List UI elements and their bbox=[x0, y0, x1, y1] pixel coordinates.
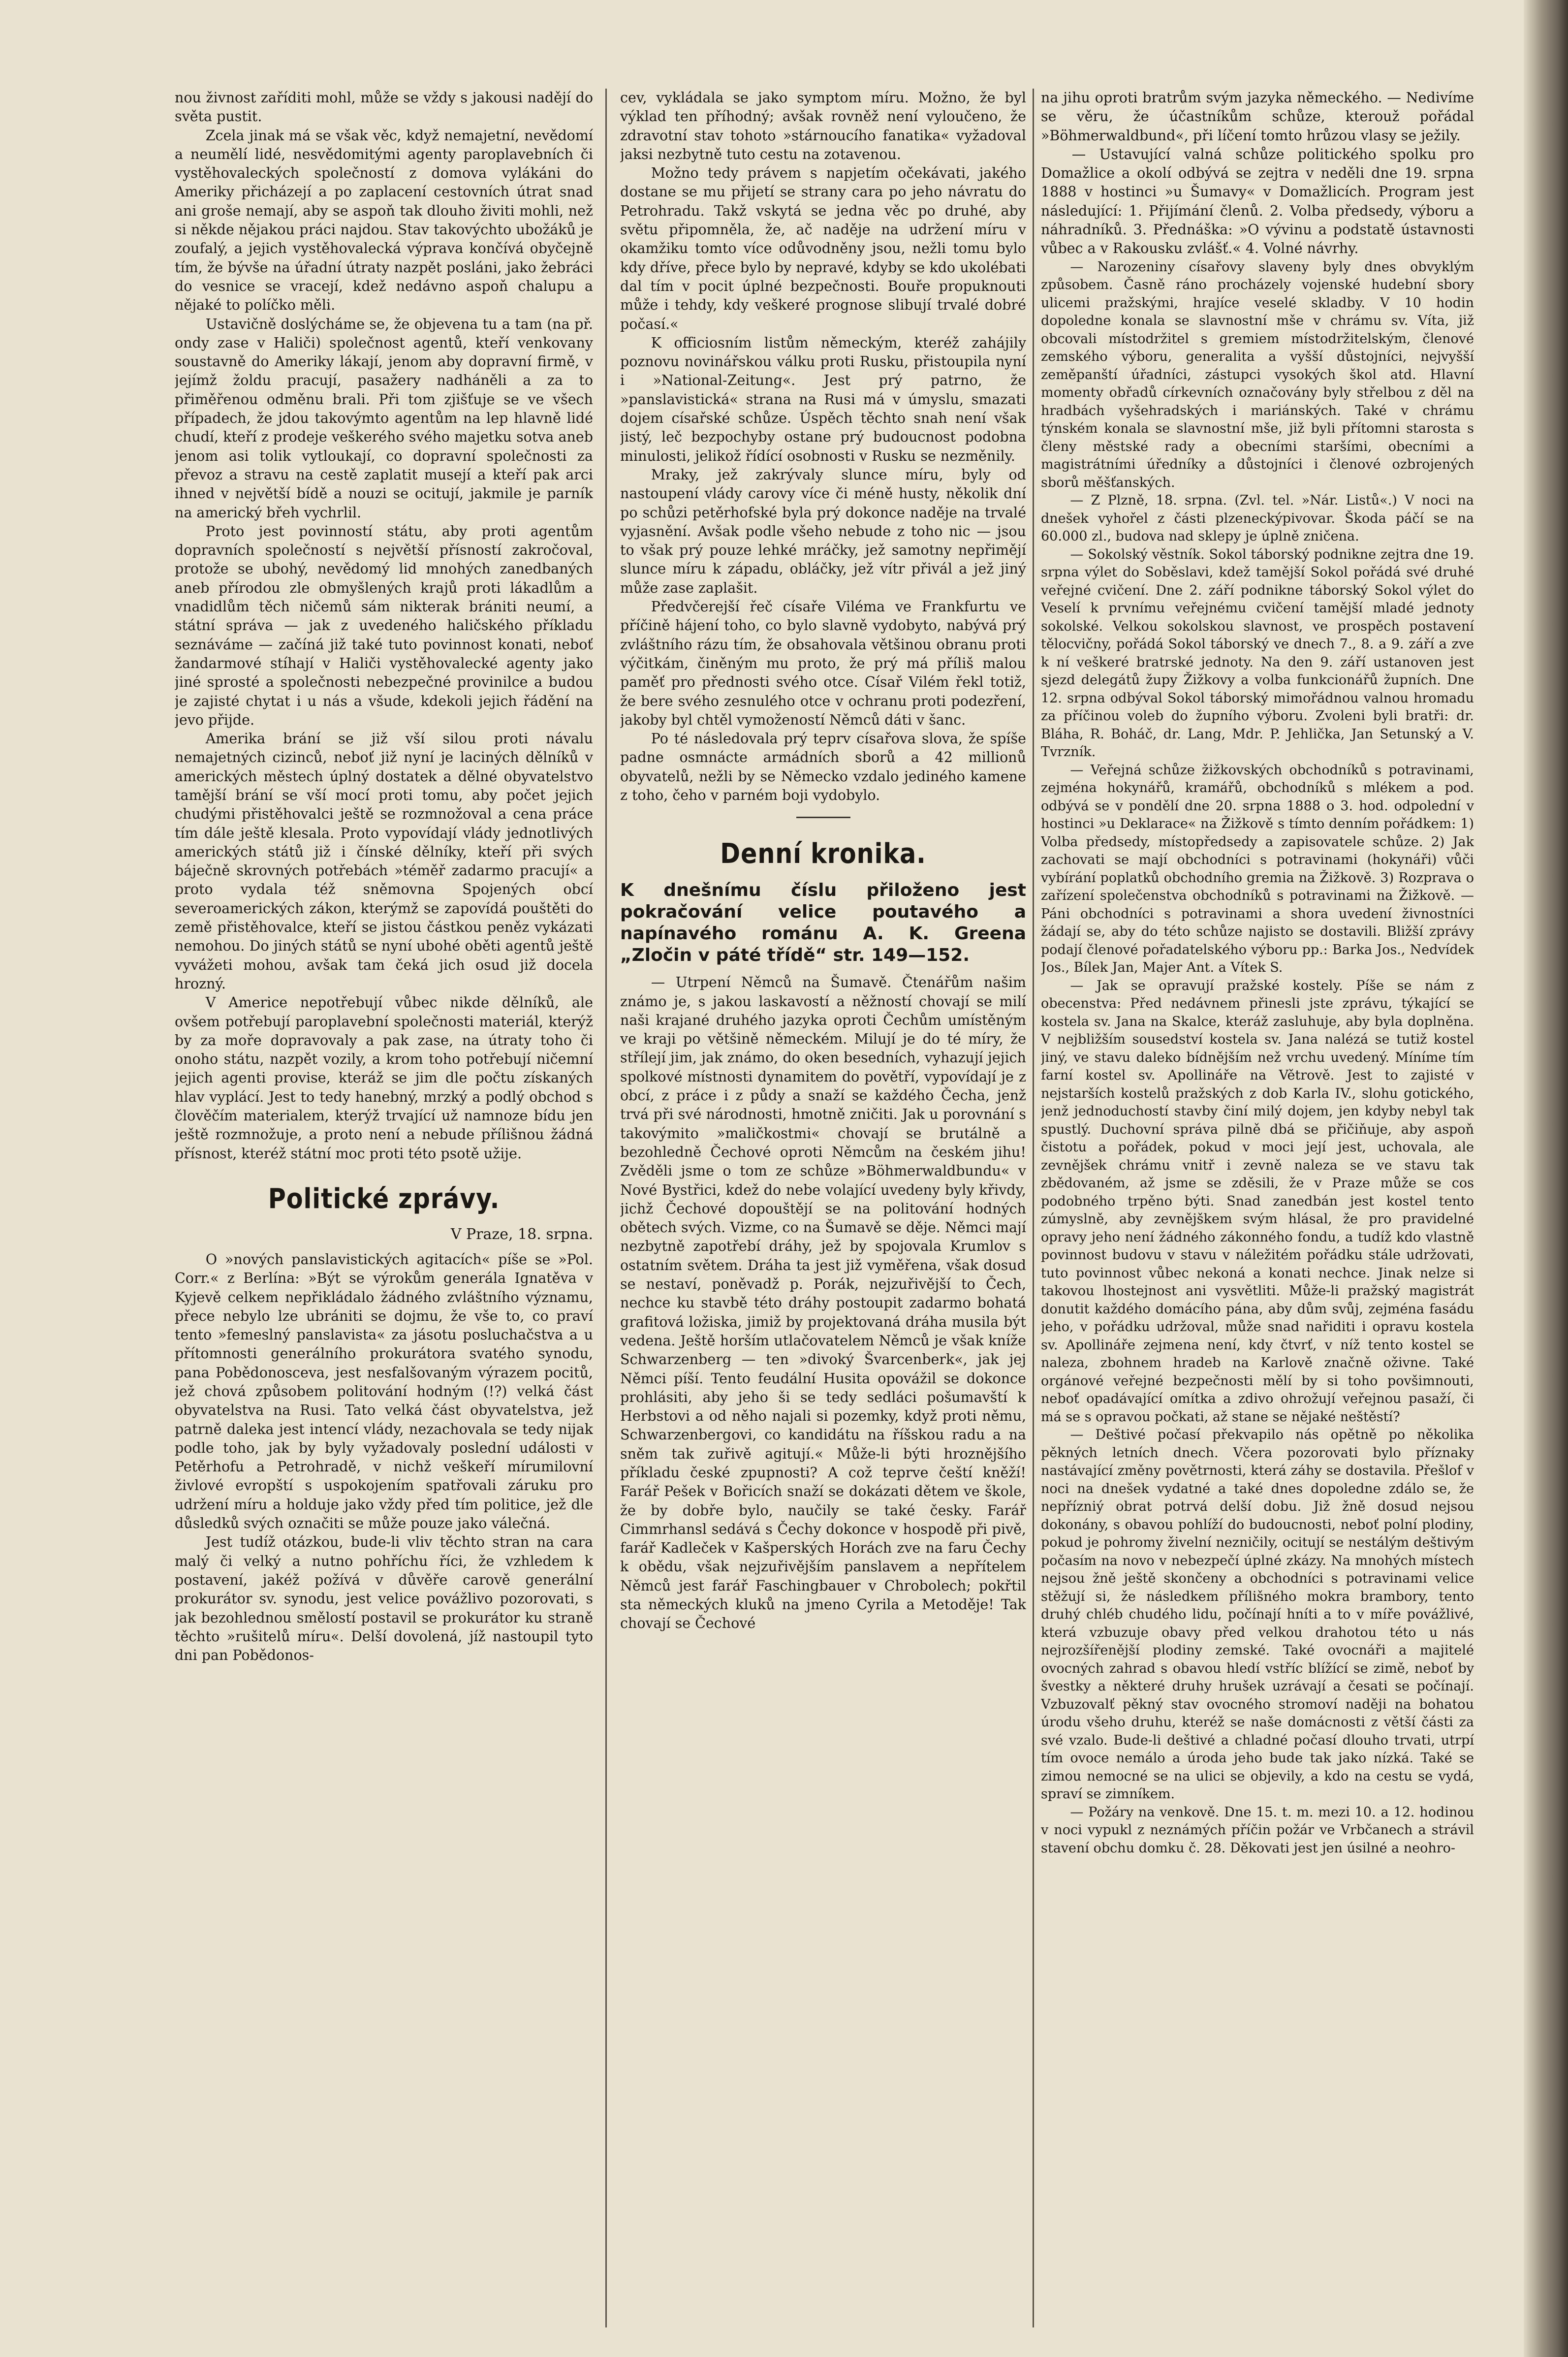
article-paragraph: V Americe nepotřebují vůbec nikde dělníků, ale ovšem potřebují paroplavební společnosti materiál, kterýž by za moře dopravovaly a pak zase, na útraty toho či onoho státu, nazpět vozily, a krom toho potřebují ničemní jejich agenti provise, kteráž se jim dle počtu získaných hlav vyplácí. Jest to tedy hanebný, mrzký a podlý obchod s člověčím materialem, kterýž trvající už namnoze bídu jen ještě rozmnožuje, a proto není a nebude přílišnou žádná přísnost, kteréž státní moc proti této psotě užije. bbox=[175, 994, 593, 1162]
article-paragraph: — Z Plzně, 18. srpna. (Zvl. tel. »Nár. Listů«.) V noci na dnešek vyhořel z části plzeneckýpivovar. Škoda páčí se na 60.000 zl., budova nad sklepy je úplně zničena. bbox=[1041, 493, 1474, 544]
article-paragraph: — Utrpení Němců na Šumavě. Čtenářům našim známo je, s jakou laskavostí a něžností chovají se milí naši krajané druhého jazyka oproti Čechům umístěným ve kraji po většině německém. Milují je do té míry, že střílejí jim, jak známo, do oken besedních, vyhazují jejich spolkové místnosti dynamitem do povětří, vypovídají je z obcí, z práce i z půdy a snaží se každého Čecha, jenž trvá při své národnosti, hmotně zničiti. Jak u porovnání s takovýmito »maličkostmi« chovají se brutálně a bezohledně Čechové oproti Němcům na českém jihu! Zvěděli jsme o tom ze schůze »Böhmerwaldbundu« v Nové Bystřici, kdež do nebe volající uvedeny byly křivdy, jichž Čechové dopouštějí se na politování hodných obětech svých. Vizme, co na Šumavě se děje. Němci mají nezbytně zapotřebí dráhy, jež by spojovala Krumlov s ostatním světem. Dráha ta jest již vyměřena, však dosud se nestaví, poněvadž p. Porák, nejzuřivější to Čech, nechce ku stavbě této dráhy postoupit zadarmo bohatá grafitová ložiska, jimiž by projektovaná dráha musila být vedena. Ještě horším utlačovatelem Němců je však kníže Schwarzenberg — ten »divoký Švarcenberk«, jak jej Němci píší. Tento feudální Husita opovážil se dokonce prohlásiti, aby jeho ši se tedy sedláci pošumavští k Herbstovi a od něho najali si pozemky, když proti němu, Schwarzenbergovi, co kandidátu na říšskou radu a na sněm tak zuřivě agitují.« Může-li býti hroznějšího příkladu české zpupnosti? A což teprve čeští kněží! Farář Pešek v Bořicích snaží se dokázati dětem ve škole, že by dobře bylo, naučily se také česky. Farář Cimmrhansl sedává s Čechy dokonce v hospodě při pivě, farář Kadleček v Kašperských Horách zve na faru Čechy k obědu, však nejzuřivějším panslavem a nepřítelem Němců jest farář Faschingbauer v Chrobolech; pokřtil sta německých kluků na jmeno Cyrila a Metoděje! Tak chovají se Čechové bbox=[620, 974, 1026, 1632]
article-paragraph: O »nových panslavistických agitacích« píše se »Pol. Corr.« z Berlína: »Být se výrokům generála Ignatěva v Kyjevě celkem nepřikládalo žádného zvláštního významu, přece nebylo lze ubrániti se dojmu, že vše to, co praví tento »femeslný panslavista« za jásotu posluchačstva a u přítomnosti generálního prokurátora svatého synodu, pana Pobědonosceva, jest nesfalšovaným výrazem pocitů, jež chová způsobem politování hodným (!?) velká část obyvatelstva na Rusi. Tato velká část obyvatelstva, jež patrně daleka jest intencí vlády, nezachovala se tedy nijak podle toho, jak by byly vyžadovaly poslední události v Petěrhofu a Petrohradě, v nichž veškeří mírumilovní živlové evropští s uspokojením spatřovali záruku pro udržení míru a holduje jako vždy před tím politice, jež dle důsledků svých označiti se může pouze jako válečná. bbox=[175, 1251, 593, 1532]
column-left bbox=[175, 89, 593, 2327]
article-paragraph: — Veřejná schůze žižkovských obchodníků s potravinami, zejména hokynářů, kramářů, obchodníků s mlékem a pod. odbývá se v pondělí dne 20. srpna 1888 o 3. hod. odpolední v hostinci »u Deklarace« na Žižkově s tímto denním pořádkem: 1) Volba předsedy, místopředsedy a zapisovatele schůze. 2) Jak zachovati se mají obchodníci s potravinami (hokynáři) vůči vybírání poplatků obchodního gremia na Žižkově. 3) Rozprava o zařízení společenstva obchodníků s potravinami na Žižkově. — Páni obchodníci s potravinami a shora uvedení živnostníci žádají se, aby do této schůze najisto se dostavili. Bližší zprávy podají členové pořadatelského výboru pp.: Barka Jos., Nedvídek Jos., Bílek Jan, Majer Ant. a Vítek S. bbox=[1041, 762, 1474, 976]
column-middle bbox=[620, 89, 1026, 2327]
article-paragraph: — Požáry na venkově. Dne 15. t. m. mezi 10. a 12. hodinou v noci vypukl z neznámých příčin požár ve Vrbčanech a strávil stavení obchu domku č. 28. Děkovati jest jen úsilné a neohro- bbox=[1041, 1804, 1474, 1856]
article-paragraph: Možno tedy právem s napjetím očekávati, jakého dostane se mu přijetí se strany cara po jeho návratu do Petrohradu. Takž vskytá se jedna věc po druhé, aby světu připomněla, že, ač naděje na udržení míru v okamžiku tomto více odůvodněny jsou, nežli tomu bylo kdy dříve, přece bylo by nepravé, kdyby se kdo ukolébati dal tím v pocit úplné bezpečnosti. Bouře propuknouti může i tehdy, kdy veškeré prognose slibují trvalé dobré počasí.« bbox=[620, 165, 1026, 332]
section-heading: Politické zprávy. bbox=[268, 1182, 500, 1215]
article-paragraph: Předvčerejší řeč císaře Viléma ve Frankfurtu ve příčině hájení toho, co bylo slavně vydobyto, nabývá prý zvláštního rázu tím, že obsahovala většinou obranu proti výčitkám, činěným mu proto, že prý má příliš malou paměť pro přednosti svého otce. Císař Vilém řekl totiž, že bere svého zesnulého otce v ochranu proti podezření, jakoby byl chtěl vymožeností Němců dáti v šanc. bbox=[620, 599, 1026, 728]
article-paragraph: — Sokolský věstník. Sokol táborský podnikne zejtra dne 19. srpna výlet do Soběslavi, kdež tamější Sokol pořádá své druhé veřejné cvičení. Dne 2. září podnikne táborský Sokol výlet do Veselí k prvnímu veřejnému cvičení tamější mladé jednoty sokolské. Velkou sokolskou slavnost, ve prospěch postavení tělocvičny, pořádá Sokol táborský ve dnech 7., 8. a 9. září a zve k ní veškeré bratrské jednoty. Na den 9. září ustanoven jest sjezd delegátů župy Žižkovy a volba funkcionářů župních. Dne 12. srpna odbýval Sokol táborský mimořádnou valnou hromadu za příčinou voleb do župního výboru. Zvoleni byli bratři: dr. Bláha, R. Boháč, dr. Lang, Mdr. P. Jehlička, Jan Setunský a V. Tvrzník. bbox=[1041, 546, 1474, 760]
article-paragraph: cev, vykládala se jako symptom míru. Možno, že byl výklad ten příhodný; avšak rovněž není vyloučeno, že zdravotní stav tohoto »stárnoucího fanatika« vyžadoval jaksi nezbytně tuto cestu na zotavenou. bbox=[620, 90, 1026, 162]
article-paragraph: K officiosním listům německým, kteréž zahájily poznovu novinářskou válku proti Rusku, přistoupila nyní i »National-Zeitung«. Jest prý patrno, že »panslavistická« strana na Rusi má v úmyslu, smazati dojem císařské schůze. Úspěch těchto snah není však jistý, leč bezpochyby ostane prý budoucnost podobna minulosti, jelikož řídící osobnosti v Rusku se nezměnily. bbox=[620, 334, 1026, 464]
dateline: V Praze, 18. srpna. bbox=[450, 1225, 593, 1243]
article-paragraph: Amerika brání se již vší silou proti návalu nemajetných cizinců, neboť již nyní je laciných dělníků v amerických městech úplný dostatek a dělné obyvatelstvo tamější brání se vší mocí proti tomu, aby počet jejich chudými přistěhovalci ještě se rozmnožoval a cena práce tím dále ještě klesala. Proto vypovídají vlády jednotlivých amerických států již i čínské dělníky, kteří při svých báječně skrovných potřebách »téměř zadarmo pracují« a proto vydala též sněmovna Spojených obcí severoamerických zákon, kterýmž se zapovídá pouštěti do země přistěhovalce, kteří se jistou částkou peněz vykázati nemohou. Do jiných států se nyní ubohé oběti agentů ještě vyvážeti mohou, avšak tam čeká jich osud již docela hrozný. bbox=[175, 731, 593, 992]
page-binding-edge bbox=[1524, 0, 1568, 2357]
article-paragraph: nou živnost zaříditi mohl, může se vždy s jakousi nadějí do světa pustit. bbox=[175, 90, 593, 125]
article-paragraph: Jest tudíž otázkou, bude-li vliv těchto stran na cara malý či velký a nutno pohříchu říci, že vzhledem k postavení, jakéž požívá v důvěře carově generální prokurátor sv. synodu, jest velice povážlivo pozorovati, s jak bezohlednou smělostí postavil se prokurátor ku straně těchto »rušitelů míru«. Delší dovolená, jíž nastoupil tyto dni pan Pobědonos- bbox=[175, 1534, 593, 1664]
article-paragraph: na jihu oproti bratrům svým jazyka německého. — Nedivíme se věru, že účastníkům schůze, kterouž pořádal »Böhmerwaldbund«, při líčení tomto hrůzou vlasy se ježily. bbox=[1041, 90, 1474, 144]
article-paragraph: — Ustavující valná schůze politického spolku pro Domažlice a okolí odbývá se zejtra v neděli dne 19. srpna 1888 v hostinci »u Šumavy« v Domažlicích. Program jest následující: 1. Přijímání členů. 2. Volba předsedy, výboru a náhradníků. 3. Přednáška: »O vývinu a podstatě ústavnosti vůbec a v Rakousku zvlášť.« 4. Volné návrhy. bbox=[1041, 146, 1474, 257]
article-paragraph: — Narozeniny císařovy slaveny byly dnes obvyklým způsobem. Časně ráno procházely vojenské hudební sbory ulicemi pražskými, hrajíce veselé skladby. V 10 hodin dopoledne konala se slavnostní mše v chrámu sv. Víta, již obcovali místodržitel s gremiem místodržitelským, členové zemského výboru, generalita a vyšší důstojníci, nejvyšší zeměpanští úřadníci, zástupci vysokých škol atd. Hlavní momenty obřadů církevních označovány byly střelbou z děl na hradbách vyšehradských i mariánských. Také v chrámu týnském konala se slavnostní mše, již byli přítomni starosta s členy městské rady a obecními staršími, obecními a magistrátními úředníky a důstojníci i členové ozbrojených sborů měšťanských. bbox=[1041, 259, 1474, 490]
column-divider bbox=[1033, 89, 1034, 2327]
section-heading: Denní kronika. bbox=[720, 838, 926, 870]
article-paragraph: — Deštivé počasí překvapilo nás opětně po několika pěkných letních dnech. Včera pozorovati bylo příznaky nastávající změny povětrnosti, která záhy se dostavila. Přešlof v noci na dnešek vydatné a také dnes dopoledne zdálo se, že nepřízniý obrat potrvá delší dobu. Již žně dosud nejsou dokonány, s obavou pohlíží do budoucnosti, neboť polní plodiny, pokud je pohromy živelní nezničily, ocitují se nestálým deštivým počasím na novo v nebezpečí úplné zkázy. Na mnohých místech nejsou žně ještě skončeny a obchodníci s potravinami velice stěžují si, že následkem přílišného mokra brambory, tento druhý chléb chudého lidu, počínají hníti a to v míře povážlivé, která vzbuzuje obavy před velkou drahotou této u nás nejrozšířenější plodiny zemské. Také ovocnáři a majitelé ovocných zahrad s obavou hledí vstříc blížící se zimě, neboť by švestky a některé druhy hrušek uzrávají a česati se počínají. Vzbuzovalť pěkný stav ovocného stromoví naději na bohatou úrodu všeho druhu, kteréž se naše domácnosti z větší části za své vzalo. Bude-li deštivé a chladné počasí dlouho trvati, utrpí tím ovoce nemálo a úroda jeho bude tak jako nízká. Také se zimou nemocné se na ulici se objevily, a kdo na cestu se vydá, spraví se zimníkem. bbox=[1041, 1427, 1474, 1802]
article-paragraph: — Jak se opravují pražské kostely. Píše se nám z obecenstva: Před nedávnem přinesli jste zprávu, týkající se kostela sv. Jana na Skalce, kteráž zasluhuje, aby byla doplněna. V nejbližším sousedství kostela sv. Jana nalézá se tutiž kostel jiný, ve stavu daleko bídnějším než vrchu uvedený. Míníme tím farní kostel sv. Apollináře na Větrově. Jest to zajisté v nejstarších kostelů pražských z dob Karla IV., slohu gotického, jenž jednoduchostí stavby činí milý dojem, jen kdyby nebyl tak spustlý. Duchovní správa pilně dbá se přičiňuje, aby aspoň čistotu a pořádek, pokud v moci její jest, uchovala, ale zevnějšek chrámu vnitř i zevně naleza se ve stavu tak zbědovaném, až jsme se zděsili, že v Praze může se cos podobného trpěno býti. Snad zanedbán jest kostel tento zúmyslně, aby zevnějškem svým hlásal, že pro pravidelné opravy jeho není žádného zákonného fondu, a tudíž kdo vlastně povinnost budovu v stavu v náležitém pořádku stále udržovati, tuto povinnost vůbec nekoná a konati nechce. Jinak nelze si takovou lhostejnost ani vysvětliti. Může-li pražský magistrát donutit každého domácího pána, aby dům svůj, zejména fasádu jeho, v pořádku udržoval, může snad nařiditi i opravu kostela sv. Apollináře zejmena není, kdy čtvrť, v níž tento kostel se naleza, zbohnem hradeb na Karlově značně oživne. Také orgánové veřejné bezpečnosti mělí by si toho povšimnouti, neboť opadávající omítka a zdivo ohrožují veřejnou pasaží, či má se s opravou počkati, až stane se nějaké neštěstí? bbox=[1041, 978, 1474, 1425]
article-paragraph: Zcela jinak má se však věc, když nemajetní, nevědomí a neumělí lidé, nesvědomitými agenty paroplavebních či vystěhovaleckých společností z domova vylákáni do Ameriky přicházejí a po zaplacení cestovních útrat snad ani groše nemají, aby se aspoň tak dlouho živiti mohli, než si někde nějakou práci najdou. Stav takovýchto ubožáků je zoufalý, a jejich vystěhovalecká výprava končívá obyčejně tím, že bývše na úřadní útraty nazpět posláni, jako žebráci do vesnice se vracejí, kdež nedávno aspoň chalupu a nějaké to políčko měli. bbox=[175, 127, 593, 314]
section-separator bbox=[796, 817, 850, 818]
article-paragraph: Proto jest povinností státu, aby proti agentům dopravních společností s největší přísností zakročoval, protože se ubohý, nevědomý lid mnohých zanedbaných aneb přírodou zle obmyšlených krajů proti lákadlům a vnadidlům těch ničemů sám nikterak brániti neumí, a státní správa — jak z uvedeného haličského příkladu seznáváme — začíná již také tuto povinnost konati, neboť žandarmové stíhají v Haliči vystěhovalecké agenty jako jiné sprosté a společnosti nebezpečné provinilce a budou je zajisté chytat i u nás a všude, kdekoli jejich řádění na jevo přijde. bbox=[175, 523, 593, 728]
column-right bbox=[1041, 89, 1474, 2327]
article-paragraph: Mraky, jež zakrývaly slunce míru, byly od nastoupení vlády carovy více či méně husty, několik dní po schůzi petěrhofské byla prý dokonce naděje na trvalé vyjasnění. Avšak podle všeho nebude z toho nic — jsou to však prý pouze lehké mráčky, jež samotny nepřimějí slunce míru k západu, obláčky, jež vítr přivál a jež jiný může zase zaplašit. bbox=[620, 466, 1026, 596]
column-divider bbox=[605, 89, 607, 2327]
article-paragraph: Ustavičně doslýcháme se, že objevena tu a tam (na př. ondy zase v Haliči) společnost agentů, kteří venkovany soustavně do Ameriky lákají, jenom aby dopravní firmě, v jejímž žoldu pracují, pasažery nadháněli a za to přiměřenou odměnu brali. Při tom zjišťuje se ve všech případech, že jdou takovýmto agentům na lep hlavně lidé chudí, kteří z prodeje veškerého svého majetku sotva aneb jenom asi tolik vytloukají, co dopravní společnosti za převoz a stravu na cestě zaplatit musejí a kteří pak arci ihned v největší bídě a nouzi se ocitují, jakmile je parník na americký břeh vychrlil. bbox=[175, 316, 593, 521]
supplement-notice: K dnešnímu číslu přiloženo jest pokračování velice poutavého a napínavého románu A. K. Greena „Zločin v páté třídě“ str. 149—152. bbox=[620, 880, 1026, 966]
article-paragraph: Po té následovala prý teprv císařova slova, že spíše padne osmnácte armádních sborů a 42 millionů obyvatelů, nežli by se Německo vzdalo jediného kamene z toho, čeho v parném boji vydobylo. bbox=[620, 731, 1026, 803]
